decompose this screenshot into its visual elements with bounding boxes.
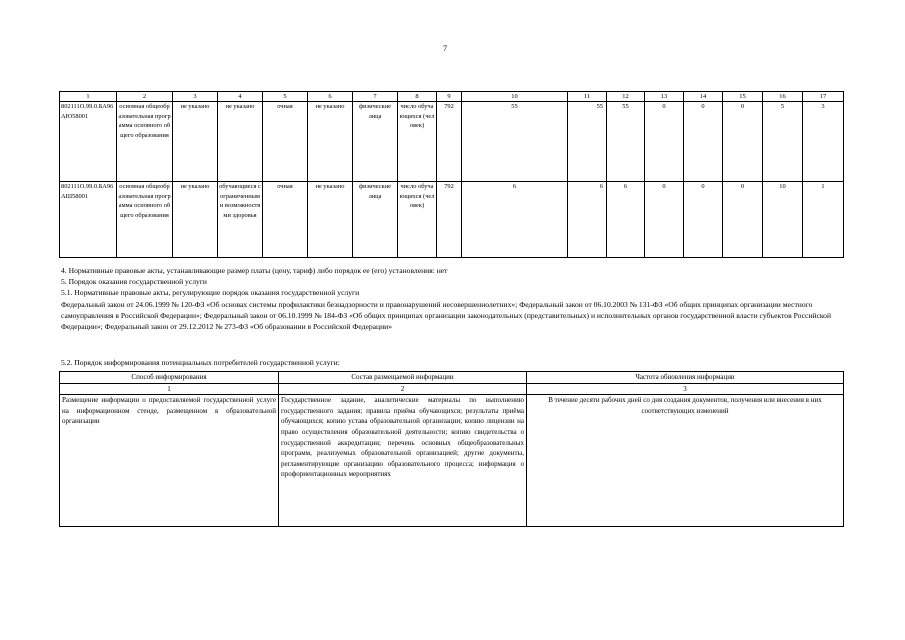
table-cell: обучающиеся с ограниченными возможностями здоровья xyxy=(218,182,263,258)
column-number-row xyxy=(60,383,844,395)
column-number-cell: 3 xyxy=(527,383,844,395)
registry-code-cell: 802111О.99.0.БА96АШ58001 xyxy=(60,182,117,258)
informing-table xyxy=(59,371,844,527)
table-cell: 55 xyxy=(462,102,568,182)
header-cell: 6 xyxy=(308,92,353,102)
table-cell: не указано xyxy=(173,182,218,258)
service-volume-table xyxy=(59,91,844,258)
header-cell: 15 xyxy=(723,92,763,102)
table-cell: физические лица xyxy=(353,102,398,182)
table-cell: 55 xyxy=(568,102,607,182)
table-cell: 0 xyxy=(684,182,723,258)
table-cell: 1 xyxy=(803,182,844,258)
header-cell: 3 xyxy=(173,92,218,102)
table-cell: 3 xyxy=(803,102,844,182)
header-cell: 2 xyxy=(117,92,173,102)
section-5-heading: 5. Порядок оказания государственной услуги xyxy=(61,277,207,287)
header-cell: 16 xyxy=(763,92,803,102)
table-cell: очная xyxy=(263,182,308,258)
table-row xyxy=(60,182,844,258)
header-cell: 10 xyxy=(462,92,568,102)
table-cell: 0 xyxy=(684,102,723,182)
header-cell: Состав размещаемой информации xyxy=(279,372,527,384)
information-content-cell: Государственное задание, аналитические материалы по выполнению государственного задания; правила приёма обучающихся; результаты приёма обучающихся; копию устава образовательной организации; копию лицензии на право осуществления образовательной деятельности; копию свидетельства о государственной аккредитации; перечень основных общеобразовательных программ, реализуемых образовательной организацией; другие документы, регламентирующие организацию образовательного процесса; информация о профориентационных мероприятиях xyxy=(279,395,527,527)
header-cell: Частота обновления информации xyxy=(527,372,844,384)
table-cell: 55 xyxy=(607,102,645,182)
table-row xyxy=(60,395,844,527)
header-cell: 11 xyxy=(568,92,607,102)
table-cell: 0 xyxy=(723,102,763,182)
section-4-heading: 4. Нормативные правовые акты, устанавливающие размер платы (цену, тариф) либо порядок ее (его) установления: нет xyxy=(61,266,448,275)
table-cell: не указано xyxy=(308,102,353,182)
table-cell: 6 xyxy=(607,182,645,258)
unit-cell: число обучающихся (человек) xyxy=(398,182,437,258)
unit-cell: число обучающихся (человек) xyxy=(398,102,437,182)
table-header-row xyxy=(60,372,844,384)
header-cell: 17 xyxy=(803,92,844,102)
table-cell: 792 xyxy=(437,182,462,258)
table-cell: 0 xyxy=(723,182,763,258)
legal-acts-section xyxy=(61,265,846,332)
column-number-cell: 2 xyxy=(279,383,527,395)
table-cell: 792 xyxy=(437,102,462,182)
header-cell: 1 xyxy=(60,92,117,102)
header-cell: Способ информирования xyxy=(60,372,279,384)
page-number: 7 xyxy=(443,44,447,53)
table-cell: 0 xyxy=(645,102,684,182)
header-cell: 5 xyxy=(263,92,308,102)
update-frequency-cell: В течение десяти рабочих дней со дня создания документов, получения или внесения в них соответствующих изменений xyxy=(527,395,844,527)
header-cell: 4 xyxy=(218,92,263,102)
informing-method-cell: Размещение информации о предоставляемой государственной услуге на информационном стенде, размещенном в образовательной организации xyxy=(60,395,279,527)
table-cell: не указано xyxy=(218,102,263,182)
table-cell: 5 xyxy=(763,102,803,182)
table-cell: 6 xyxy=(568,182,607,258)
table-cell: 10 xyxy=(763,182,803,258)
column-number-cell: 1 xyxy=(60,383,279,395)
table-cell: 0 xyxy=(645,182,684,258)
table-row xyxy=(60,102,844,182)
header-cell: 14 xyxy=(684,92,723,102)
program-cell: основная общеобразовательная программа основного общего образования xyxy=(117,102,173,182)
header-cell: 7 xyxy=(353,92,398,102)
header-cell: 9 xyxy=(437,92,462,102)
table-cell: очная xyxy=(263,102,308,182)
table-cell: не указано xyxy=(173,102,218,182)
table-cell: не указано xyxy=(308,182,353,258)
registry-code-cell: 802111О.99.0.БА96АЮ58001 xyxy=(60,102,117,182)
table-cell: физические лица xyxy=(353,182,398,258)
section-5-1-heading: 5.1. Нормативные правовые акты, регулирующие порядок оказания государственной услуги xyxy=(61,288,360,298)
section-5-1-text: Федеральный закон от 24.06.1999 № 120-ФЗ «Об основах системы профилактики безнадзорности и правонарушений несовершеннолетних»; Федеральный закон от 06.10.2003 № 131-ФЗ «Об общих принципах организации местного самоуправления в Российской Федерации»; Федеральный закон от 06.10.1999 № 184-ФЗ «Об общих принципах организации законодательных (представительных) и исполнительных органов государственной власти субъектов Российской Федерации»; Федеральный закон от 29.12.2012 № 273-ФЗ «Об образовании в Российской Федерации» xyxy=(61,299,832,332)
header-cell: 12 xyxy=(607,92,645,102)
table-header-row xyxy=(60,92,844,102)
header-cell: 8 xyxy=(398,92,437,102)
section-5-2-heading: 5.2. Порядок информирования потенциальных потребителей государственной услуги: xyxy=(61,358,340,367)
table-cell: 6 xyxy=(462,182,568,258)
header-cell: 13 xyxy=(645,92,684,102)
program-cell: основная общеобразовательная программа основного общего образования xyxy=(117,182,173,258)
